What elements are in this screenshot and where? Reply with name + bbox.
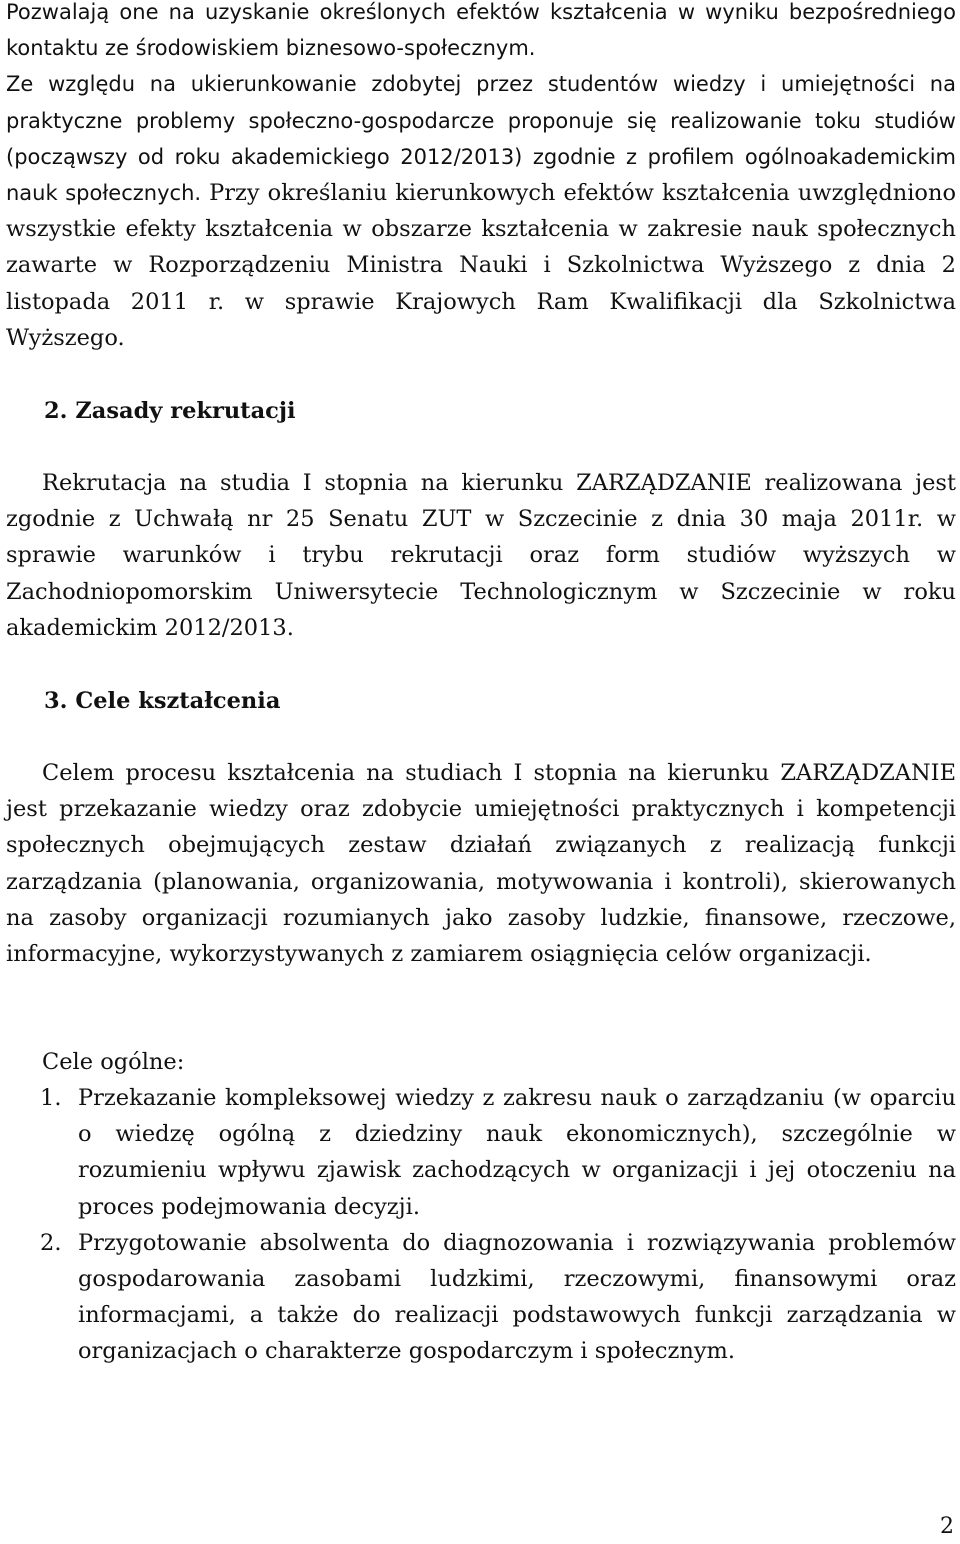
goal-item <box>6 1225 956 1370</box>
intro-sentence-2: Ze względu na ukierunkowanie zdobytej przez studentów wiedzy i umiejętności na praktyczne problemy społeczno-gospodarcze proponuje się realizowanie toku studiów (począwszy od roku akademickiego 2012/2013) zgodnie z profilem ogólnoakademickim nauk społecznych. <box>6 72 956 206</box>
goal-number: 1. <box>40 1085 62 1111</box>
goal-number: 2. <box>40 1229 62 1256</box>
section-2-heading: 2. Zasady rekrutacji <box>44 398 296 424</box>
goal-text: Przygotowanie absolwenta do diagnozowania i rozwiązywania problemów gospodarowania zasobami ludzkimi, rzeczowymi, finansowymi oraz informacjami, a także do realizacji podstawowych funkcji zarządzania w organizacjach o charakterze gospodarczym i społecznym. <box>78 1229 956 1365</box>
section-2-body: Rekrutacja na studia I stopnia na kierunku ZARZĄDZANIE realizowana jest zgodnie z Uchwałą nr 25 Senatu ZUT w Szczecinie z dnia 30 maja 2011r. w sprawie warunków i trybu rekrutacji oraz form studiów wyższych w Zachodniopomorskim Uniwersytecie Technologicznym w Szczecinie w roku akademickim 2012/2013. <box>6 470 956 641</box>
goal-text: Przekazanie kompleksowej wiedzy z zakresu nauk o zarządzaniu (w oparciu o wiedzę ogólną z dziedziny nauk ekonomicznych), szczególnie w rozumieniu wpływu zjawisk zachodzących w organizacji i jej otoczeniu na proces podejmowania decyzji. <box>78 1085 956 1220</box>
section-3-body: Celem procesu kształcenia na studiach I stopnia na kierunku ZARZĄDZANIE jest przekazanie wiedzy oraz zdobycie umiejętności praktycznych i kompetencji społecznych obejmujących zestaw działań związanych z realizacją funkcji zarządzania (planowania, organizowania, motywowania i kontroli), skierowanych na zasoby organizacji rozumianych jako zasoby ludzkie, finansowe, rzeczowe, informacyjne, wykorzystywanych z zamiarem osiągnięcia celów organizacji. <box>6 760 956 968</box>
goals-list <box>6 1080 956 1370</box>
page-number: 2 <box>940 1514 954 1539</box>
intro-line-1: Pozwalają one na uzyskanie określonych efektów kształcenia w wyniku bezpośredniego kontaktu ze środowiskiem biznesowo-społecznym. <box>6 0 956 61</box>
intro-paragraph <box>6 0 956 356</box>
section-3-heading: 3. Cele kształcenia <box>44 688 281 714</box>
goal-item <box>6 1080 956 1225</box>
goals-label: Cele ogólne: <box>42 1049 185 1075</box>
intro-sentence-3: Przy określaniu kierunkowych efektów kształcenia uwzględniono wszystkie efekty kształcenia w obszarze kształcenia w zakresie nauk społecznych zawarte w Rozporządzeniu Ministra Nauki i Szkolnictwa Wyższego z dnia 2 listopada 2011 r. w sprawie Krajowych Ram Kwalifikacji dla Szkolnictwa Wyższego. <box>6 180 957 351</box>
